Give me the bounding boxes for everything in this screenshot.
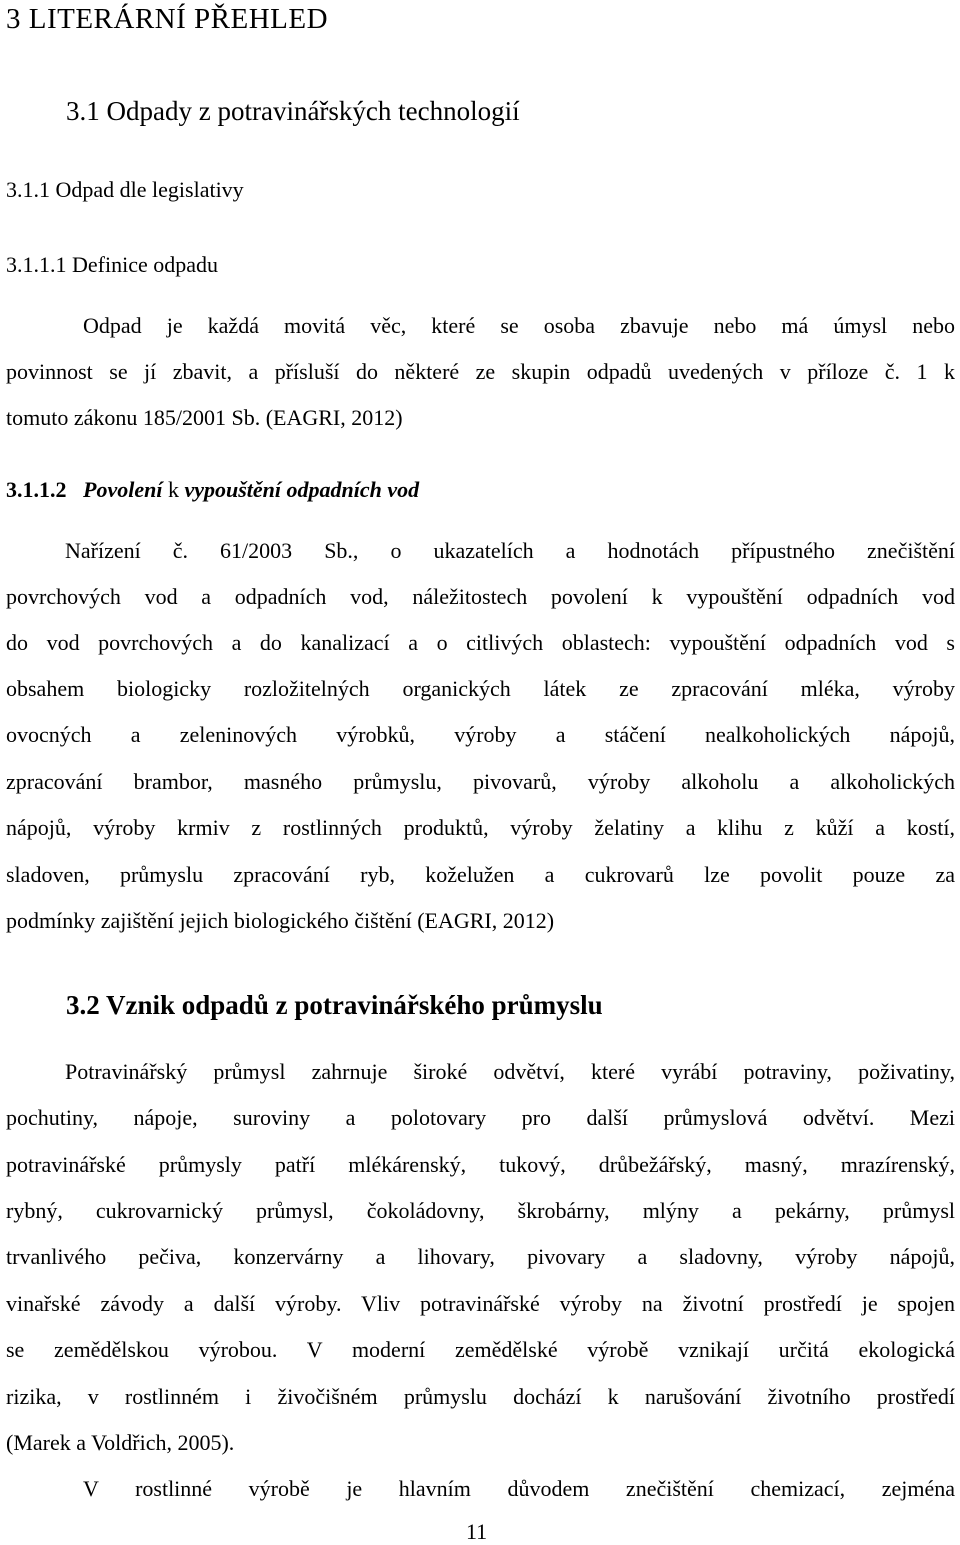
heading-number: 3.1.1.2 — [6, 477, 67, 502]
text-line: podmínky zajištění jejich biologického čištění (EAGRI, 2012) — [6, 908, 555, 933]
text-line: povrchových vod a odpadních vod, náležitostech povolení k vypouštění odpadních vod — [6, 584, 955, 609]
heading-text: vypouštění odpadních vod — [184, 477, 420, 502]
text-line: potravinářské průmysly patří mlékárenský, tukový, drůbežářský, masný, mrazírenský, — [6, 1152, 955, 1177]
text-line: do vod povrchových a do kanalizací a o citlivých oblastech: vypouštění odpadních vod s — [6, 630, 955, 655]
text-line: nápojů, výroby krmiv z rostlinných produktů, výroby želatiny a klihu z kůží a kostí, — [6, 815, 955, 840]
text-line: se zemědělskou výrobou. V moderní zemědělské výrobě vznikají určitá ekologická — [6, 1337, 955, 1362]
text-line: Potravinářský průmysl zahrnuje široké odvětví, které vyrábí potraviny, poživatiny, — [65, 1059, 955, 1084]
text-line: ovocných a zeleninových výrobků, výroby a stáčení nealkoholických nápojů, — [6, 722, 955, 747]
text-line: rybný, cukrovarnický průmysl, čokoládovny, škrobárny, mlýny a pekárny, průmysl — [6, 1198, 955, 1223]
text-line: Nařízení č. 61/2003 Sb., o ukazatelích a hodnotách přípustného znečištění — [65, 538, 955, 563]
section-heading-3-1: 3.1 Odpady z potravinářských technologií — [66, 96, 520, 126]
text-line: (Marek a Voldřich, 2005). — [6, 1430, 235, 1455]
text-line: V rostlinné výrobě je hlavním důvodem znečištění chemizací, zejména — [83, 1476, 955, 1501]
heading-text: k — [167, 477, 179, 502]
text-line: Odpad je každá movitá věc, které se osoba zbavuje nebo má úmysl nebo — [83, 313, 955, 338]
chapter-heading: 3 LITERÁRNÍ PŘEHLED — [6, 3, 329, 35]
subsection-heading-3-1-1: 3.1.1 Odpad dle legislativy — [6, 177, 244, 202]
text-line: rizika, v rostlinném i živočišném průmyslu dochází k narušování životního prostředí — [6, 1384, 955, 1409]
heading-text: Povolení — [83, 477, 163, 502]
text-line: vinařské závody a další výroby. Vliv potravinářské výroby na životní prostředí je spojen — [6, 1291, 955, 1316]
text-line: trvanlivého pečiva, konzervárny a lihovary, pivovary a sladovny, výroby nápojů, — [6, 1244, 955, 1269]
text-line: pochutiny, nápoje, suroviny a polotovary pro další průmyslová odvětví. Mezi — [6, 1105, 955, 1130]
page-number: 11 — [466, 1519, 488, 1544]
text-line: obsahem biologicky rozložitelných organických látek ze zpracování mléka, výroby — [6, 676, 955, 701]
subsubsection-heading-3-1-1-1: 3.1.1.1 Definice odpadu — [6, 252, 218, 277]
text-line: tomuto zákonu 185/2001 Sb. (EAGRI, 2012) — [6, 405, 403, 430]
text-line: sladoven, průmyslu zpracování ryb, koželužen a cukrovarů lze povolit pouze za — [6, 862, 955, 887]
section-heading-3-2: 3.2 Vznik odpadů z potravinářského průmyslu — [66, 990, 603, 1020]
text-line: zpracování brambor, masného průmyslu, pivovarů, výroby alkoholu a alkoholických — [6, 769, 955, 794]
text-line: povinnost se jí zbavit, a přísluší do některé ze skupin odpadů uvedených v příloze č. 1 k — [6, 359, 955, 384]
subsubsection-heading-3-1-1-2 — [6, 477, 419, 503]
